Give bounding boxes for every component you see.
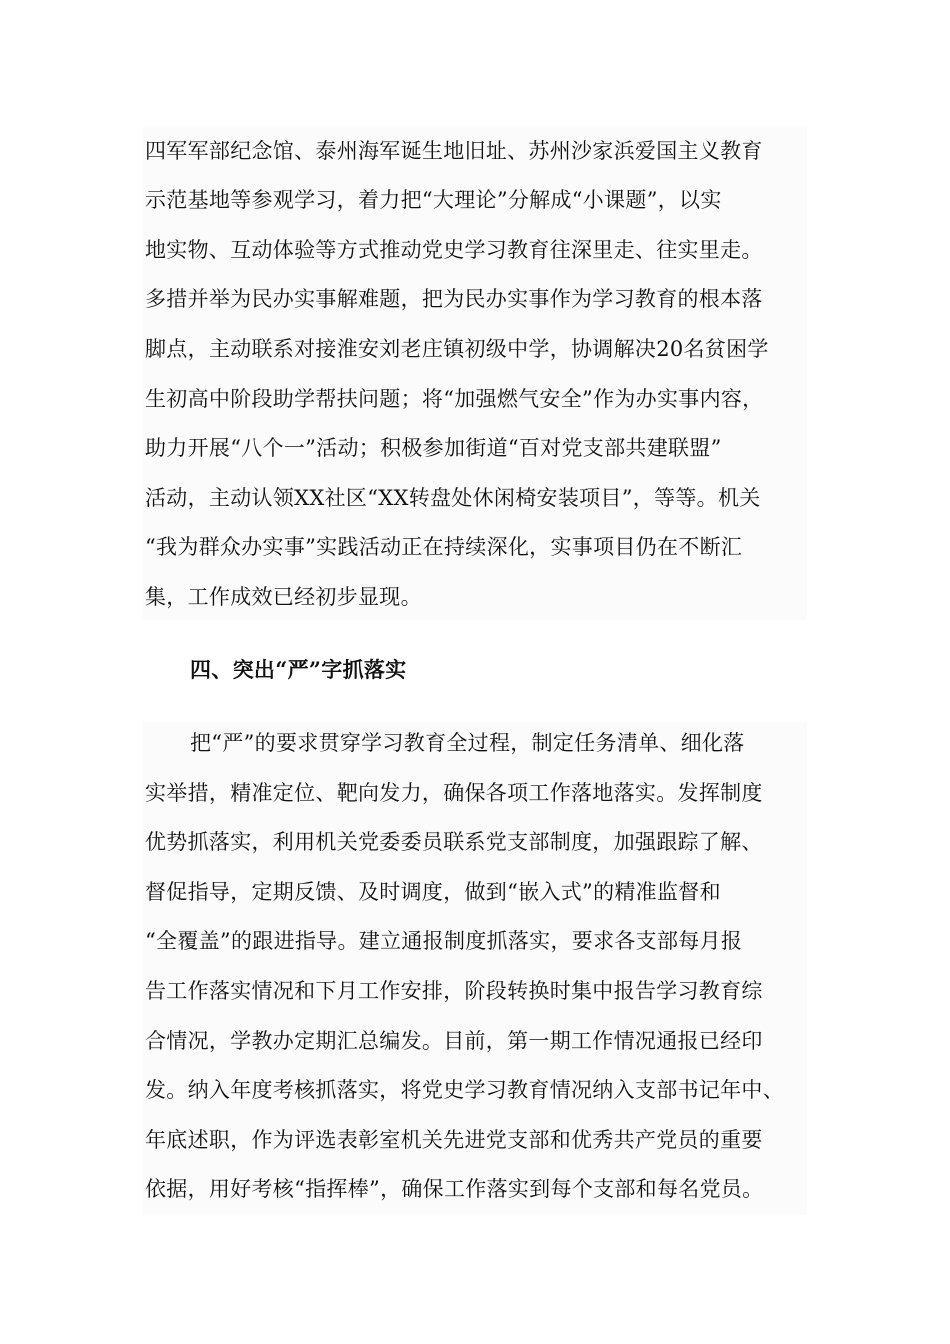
paragraph-line: 实举措，精准定位、靶向发力，确保各项工作落地落实。发挥制度 (145, 781, 763, 805)
paragraph-line: 示范基地等参观学习，着力把“大理论”分解成“小课题”，以实 (145, 188, 722, 212)
paragraph-line: 助力开展“八个一”活动；积极参加街道“百对党支部共建联盟” (145, 436, 722, 460)
paragraph-line: 把“严”的要求贯穿学习教育全过程，制定任务清单、细化落 (190, 731, 745, 755)
paragraph-line: 脚点，主动联系对接淮安刘老庄镇初级中学，协调解决20名贫困学 (145, 337, 769, 361)
paragraph-line: 年底述职，作为评选表彰室机关先进党支部和优秀共产党员的重要 (145, 1128, 763, 1152)
paragraph-line: 合情况，学教办定期汇总编发。目前，第一期工作情况通报已经印 (145, 1029, 763, 1053)
paragraph-line: 多措并举为民办实事解难题，把为民办实事作为学习教育的根本落 (145, 287, 763, 311)
paragraph-line: 生初高中阶段助学帮扶问题；将“加强燃气安全”作为办实事内容， (145, 387, 764, 411)
paragraph-line: 依据，用好考核“指挥棒”，确保工作落实到每个支部和每名党员。 (145, 1177, 764, 1201)
paragraph-line: “全覆盖”的跟进指导。建立通报制度抓落实，要求各支部每月报 (145, 929, 743, 953)
paragraph-line: 告工作落实情况和下月工作安排，阶段转换时集中报告学习教育综 (145, 979, 763, 1003)
paragraph-line: 优势抓落实，利用机关党委委员联系党支部制度，加强跟踪了解、 (145, 830, 763, 854)
paragraph-line: 活动，主动认领XX社区“XX转盘处休闲椅安装项目”，等等。机关 (145, 486, 761, 510)
paragraph-line: 地实物、互动体验等方式推动党史学习教育往深里走、往实里走。 (145, 238, 763, 262)
paragraph-line: 集，工作成效已经初步显现。 (145, 585, 422, 609)
section-heading: 四、突出“严”字抓落实 (190, 657, 407, 682)
paragraph-line: 督促指导，定期反馈、及时调度，做到“嵌入式”的精准监督和 (145, 880, 721, 904)
paragraph-line: 四军军部纪念馆、泰州海军诞生地旧址、苏州沙家浜爱国主义教育 (145, 139, 763, 163)
paragraph-line: “我为群众办实事”实践活动正在持续深化，实事项目仍在不断汇 (145, 535, 743, 559)
paragraph-line: 发。纳入年度考核抓落实，将党史学习教育情况纳入支部书记年中、 (145, 1078, 784, 1102)
